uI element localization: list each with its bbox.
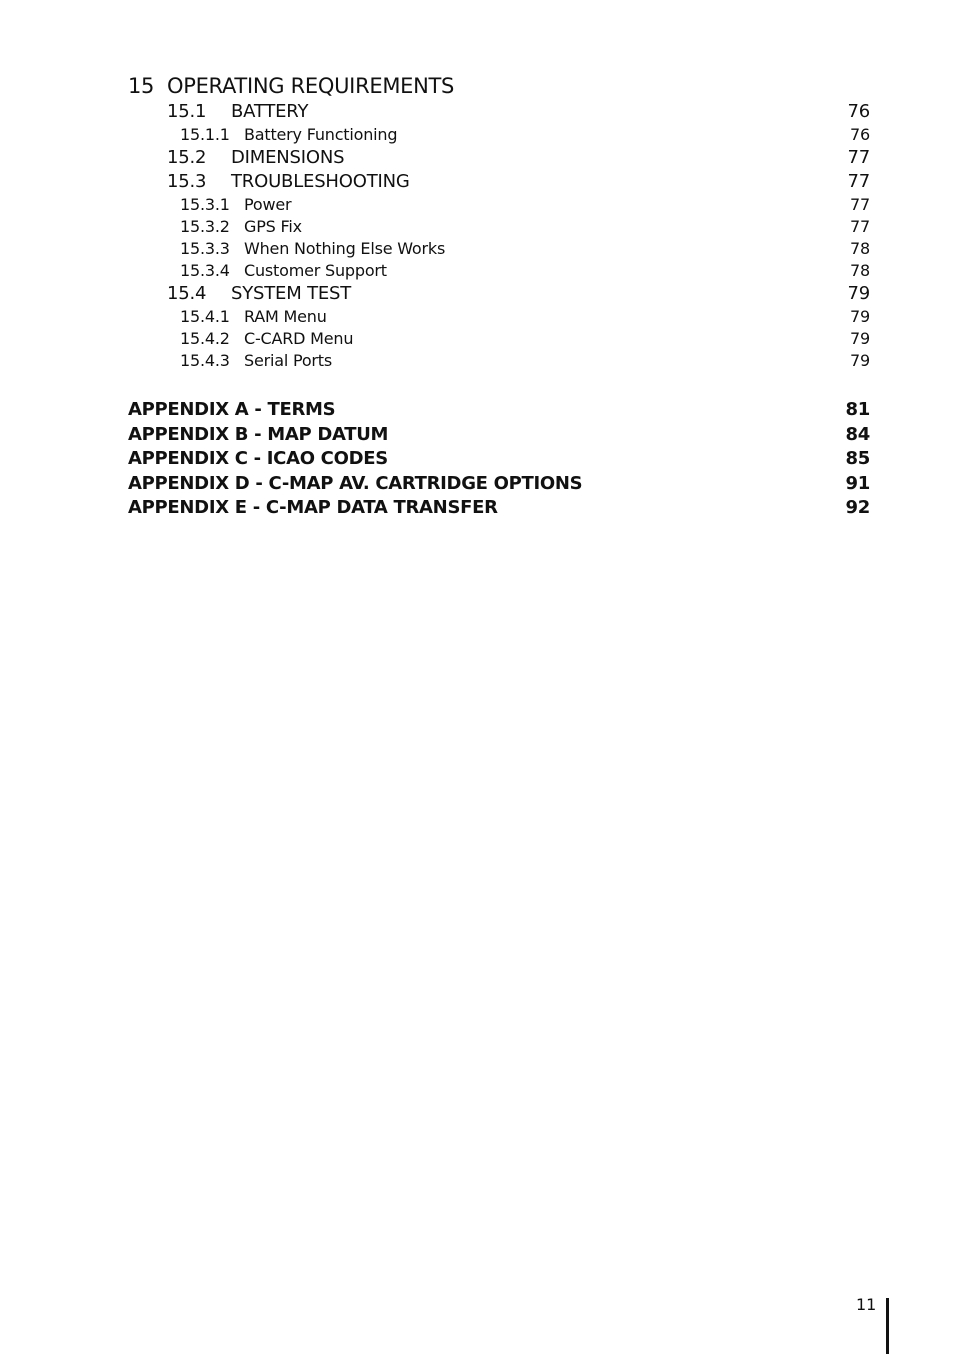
toc-entry-15-4-1[interactable] [128, 306, 870, 328]
toc-entry-page: 77 [847, 171, 870, 192]
toc-entry-number: 15.4.2 [180, 329, 230, 348]
toc-entry-number: 15.3.2 [180, 217, 230, 236]
toc-entry-title: When Nothing Else Works [244, 239, 446, 258]
toc-entry-page: 79 [850, 307, 870, 326]
toc-entry-title: BATTERY [231, 101, 309, 122]
toc-entry-page: 77 [847, 147, 870, 168]
appendix-page: 84 [845, 423, 870, 445]
toc-entry-page: 76 [847, 101, 870, 122]
appendix-a-entry[interactable] [128, 398, 870, 423]
toc-entry-number: 15.1.1 [180, 125, 230, 144]
appendix-page: 85 [845, 448, 870, 469]
toc-entry-page: 78 [850, 261, 870, 280]
section-spacer [128, 372, 870, 398]
toc-entry-page: 79 [847, 283, 870, 304]
toc-entry-title: RAM Menu [244, 307, 327, 326]
toc-entry-title: Serial Ports [244, 351, 333, 370]
toc-entry-title: C-CARD Menu [244, 329, 354, 348]
appendix-d-entry[interactable] [128, 472, 870, 497]
appendix-b-entry[interactable] [128, 423, 870, 448]
toc-entry-page: 79 [850, 351, 870, 370]
toc-entry-15-1[interactable] [128, 100, 870, 124]
toc-entry-15-3-3[interactable] [128, 238, 870, 260]
appendix-c-entry[interactable] [128, 447, 870, 472]
toc-entry-title: Battery Functioning [244, 125, 398, 144]
toc-entry-page: 77 [850, 217, 870, 236]
toc-entry-number: 15.4.3 [180, 351, 230, 370]
toc-entry-number: 15.3.3 [180, 239, 230, 258]
appendix-e-entry[interactable] [128, 496, 870, 521]
toc-entry-number: 15.3.4 [180, 261, 230, 280]
toc-entry-page: 77 [850, 195, 870, 214]
toc-entry-15-2[interactable] [128, 146, 870, 170]
appendix-title: APPENDIX A - TERMS [128, 399, 336, 420]
toc-entry-15-3[interactable] [128, 170, 870, 194]
chapter-title: OPERATING REQUIREMENTS [167, 74, 455, 98]
toc-entry-15-4[interactable] [128, 282, 870, 306]
appendix-page: 92 [845, 497, 870, 518]
toc-entry-15-3-2[interactable] [128, 216, 870, 238]
toc-entry-page: 78 [850, 239, 870, 258]
chapter-number: 15 [128, 74, 155, 98]
appendix-title: APPENDIX B - MAP DATUM [128, 423, 389, 445]
toc-entry-number: 15.4.1 [180, 307, 230, 326]
toc-entry-15-3-1[interactable] [128, 194, 870, 216]
toc-entry-15-4-2[interactable] [128, 328, 870, 350]
toc-entry-15-4-3[interactable] [128, 350, 870, 372]
toc-entry-title: GPS Fix [244, 217, 302, 236]
appendix-title: APPENDIX E - C-MAP DATA TRANSFER [128, 497, 498, 518]
table-of-contents [128, 72, 870, 521]
toc-entry-page: 79 [850, 329, 870, 348]
toc-entry-page: 76 [850, 125, 870, 144]
appendix-page: 81 [845, 399, 870, 420]
toc-entry-number: 15.3 [167, 171, 207, 192]
page-number: 11 [856, 1295, 877, 1314]
toc-entry-number: 15.2 [167, 147, 207, 168]
toc-entry-number: 15.3.1 [180, 195, 230, 214]
toc-entry-title: Customer Support [244, 261, 387, 280]
toc-entry-15-3-4[interactable] [128, 260, 870, 282]
toc-entry-title: DIMENSIONS [231, 147, 345, 168]
toc-entry-number: 15.1 [167, 101, 207, 122]
chapter-heading [128, 72, 870, 100]
toc-entry-15-1-1[interactable] [128, 124, 870, 146]
toc-entry-number: 15.4 [167, 283, 207, 304]
toc-entry-title: Power [244, 195, 292, 214]
page-edge-bar [886, 1298, 889, 1354]
appendix-page: 91 [845, 472, 870, 494]
appendix-title: APPENDIX C - ICAO CODES [128, 448, 388, 469]
toc-entry-title: TROUBLESHOOTING [231, 171, 410, 192]
toc-entry-title: SYSTEM TEST [231, 283, 352, 304]
appendix-title: APPENDIX D - C-MAP AV. CARTRIDGE OPTIONS [128, 472, 583, 494]
